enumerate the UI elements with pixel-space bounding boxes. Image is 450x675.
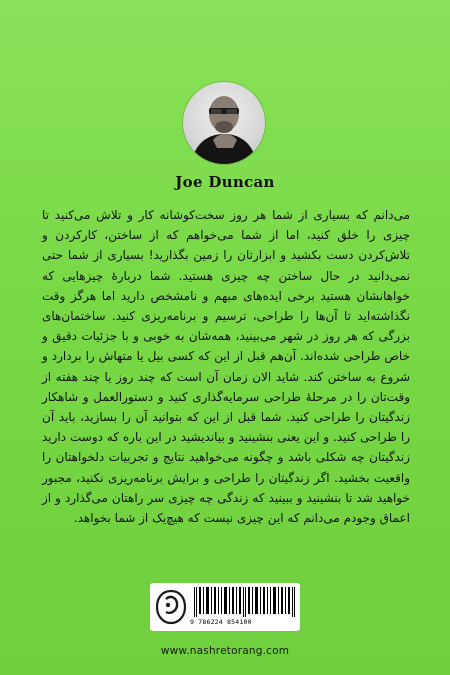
blurb-paragraph: می‌دانم که بسیاری از شما هر روز سخت‌کوشانه کار و تلاش می‌کنید تا چیزی را خلق کنید، اما از شما می‌خواهم که از ساختن، کارکردن و تلاش‌کردن دست بکشید و ابزارتان را زمین بگذارید! بسیاری از شما حتی نمی‌دانید در حال ساختن چه چیزی هستید. شما دربارهٔ چیزهایی که خواهانشان هستید برخی ایده‌های مبهم و نامشخص دارید اما هرگز وقت نگذاشته‌اید تا آن‌ها را طراحی، ترسیم و برنامه‌ریزی کنید. ساختمان‌های بزرگی که هر روز در شهر می‌بینید، همه‌شان به خوبی و با جزئیات دقیق و خاص طراحی شده‌اند. آن‌هم قبل از این که کسی بیل یا متهاش را بردارد و شروع به ساختن کند. شاید الان زمان آن است که چند روز یا چند هفته از وقت‌تان را در مرحلهٔ طراحی سرمایه‌گذاری کنید و دستورالعمل و شاهکار زندگیتان را طراحی کنید. شما قبل از این که بتوانید آن را بسازید، باید آن را طراحی کنید. و این یعنی بنشینید و بیاندیشید در این باره که دوست دارید زندگیتان چه شکلی باشد و چگونه می‌خواهید نتایج و تجربیات دلخواهتان را واقعیت بخشید. اگر زندگیتان را طراحی و برایش برنامه‌ریزی نکنید، مجبور خواهید شد تا بنشینید و ببینید که زندگی چه چیزی سر راهتان می‌گذارد و از اعماق وجودم می‌دانم که این چیزی نیست که هیچ‌یک از شما بخواهد. xyxy=(42,208,410,526)
author-name: Joe Duncan xyxy=(175,173,275,191)
author-portrait-image xyxy=(183,82,265,164)
isbn-number: 9 786224 854100 xyxy=(190,618,252,626)
publisher-logo-icon xyxy=(154,587,188,627)
barcode-panel xyxy=(150,583,300,631)
publisher-website: www.nashretorang.com xyxy=(160,645,290,657)
blurb-text xyxy=(42,205,410,528)
barcode-icon xyxy=(194,587,296,617)
author-portrait xyxy=(183,82,265,164)
